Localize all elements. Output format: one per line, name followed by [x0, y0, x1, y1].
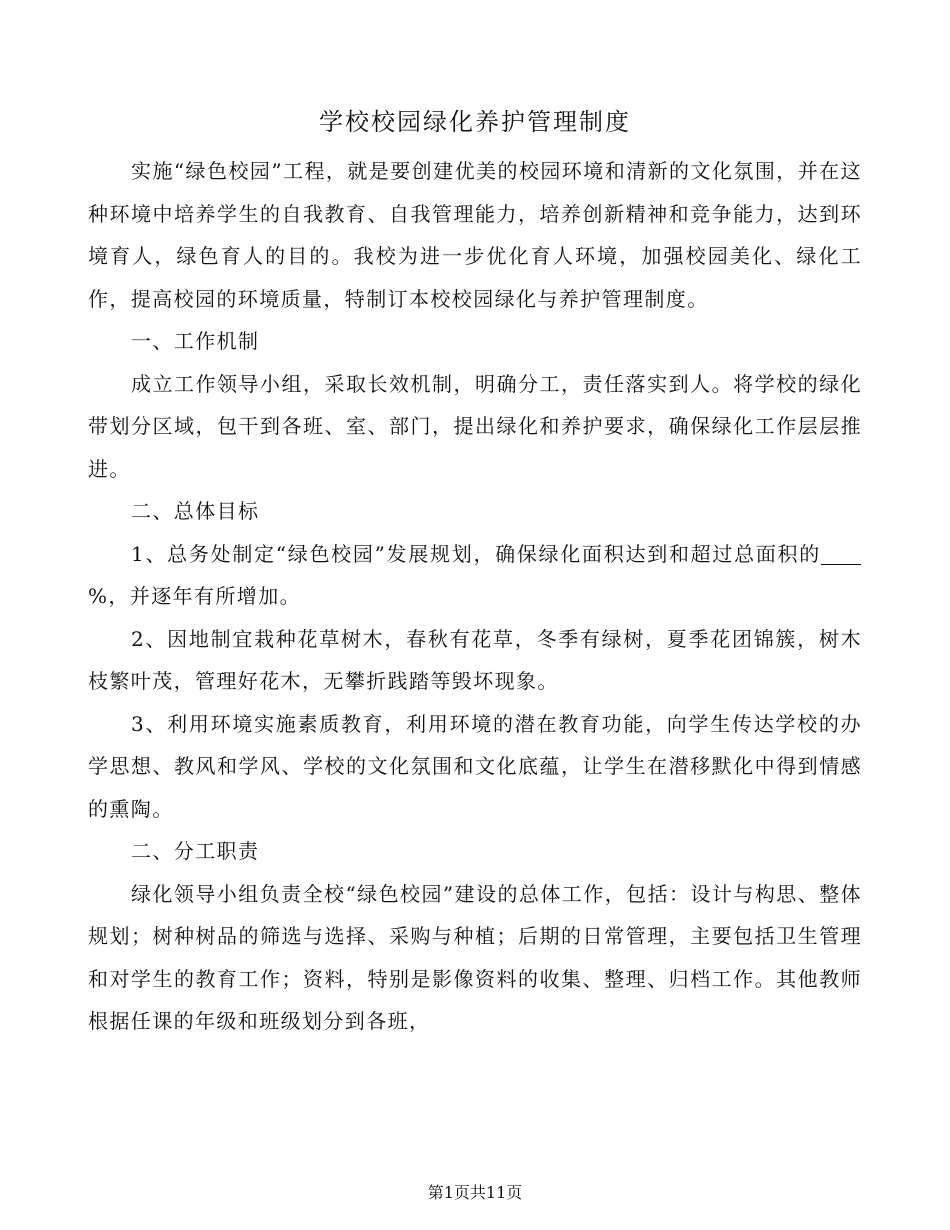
section-heading-work-mechanism: 一、工作机制: [131, 329, 260, 353]
document-title: 学校校园绿化养护管理制度: [319, 108, 631, 136]
goal-item-1: [88, 533, 862, 618]
section-heading-overall-goals: 二、总体目标: [131, 499, 260, 523]
fill-in-blank: [821, 544, 861, 565]
goal-item-1-suffix: %，并逐年有所增加。: [88, 584, 302, 608]
page-number-footer: 第1页共11页: [427, 1183, 523, 1202]
goal-item-1-text: 1、总务处制定“绿色校园”发展规划，确保绿化面积达到和超过总面积的: [131, 541, 821, 566]
responsibilities-paragraph: 绿化领导小组负责全校“绿色校园”建设的总体工作，包括：设计与构思、整体规划；树种树品的筛选与选择、采购与种植；后期的日常管理，主要包括卫生管理和对学生的教育工作；资料，特别是影像资料的收集、整理、归档工作。其他教师根据任课的年级和班级划分到各班，: [88, 881, 862, 1033]
intro-paragraph: 实施“绿色校园”工程，就是要创建优美的校园环境和清新的文化氛围，并在这种环境中培养学生的自我教育、自我管理能力，培养创新精神和竞争能力，达到环境育人，绿色育人的目的。我校为进一步优化育人环境，加强校园美化、绿化工作，提高校园的环境质量，特制订本校校园绿化与养护管理制度。: [88, 159, 862, 311]
goal-item-3: 3、利用环境实施素质教育，利用环境的潜在教育功能，向学生传达学校的办学思想、教风和学风、学校的文化氛围和文化底蕴，让学生在潜移默化中得到情感的熏陶。: [88, 711, 862, 821]
work-mechanism-paragraph: 成立工作领导小组，采取长效机制，明确分工，责任落实到人。将学校的绿化带划分区域，包干到各班、室、部门，提出绿化和养护要求，确保绿化工作层层推进。: [88, 371, 862, 481]
document-body: [88, 150, 862, 1043]
section-heading-responsibilities: 二、分工职责: [131, 839, 260, 863]
goal-item-2: 2、因地制宜栽种花草树木，春秋有花草，冬季有绿树，夏季花团锦簇，树木枝繁叶茂，管理好花木，无攀折践踏等毁坏现象。: [88, 626, 862, 693]
